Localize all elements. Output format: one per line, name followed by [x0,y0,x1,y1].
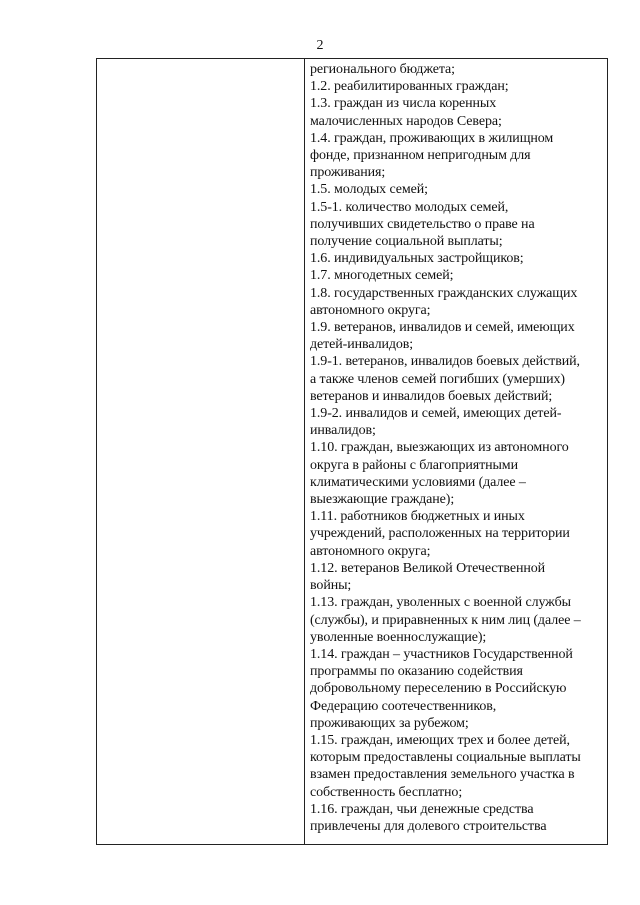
text-line: 1.11. работников бюджетных и иных [310,509,525,525]
text-line: автономного округа; [310,543,431,559]
text-line: 1.5-1. количество молодых семей, [310,199,509,215]
text-line: привлечены для долевого строительства [310,818,547,834]
text-line: учреждений, расположенных на территории [310,526,570,542]
text-line: автономного округа; [310,302,431,318]
text-line: 1.5. молодых семей; [310,182,428,198]
text-line: детей-инвалидов; [310,337,414,353]
text-line: инвалидов; [310,423,376,439]
text-line: 1.12. ветеранов Великой Отечественной [310,560,546,576]
text-line: 1.9-1. ветеранов, инвалидов боевых действий, [310,354,580,370]
text-line: 1.14. граждан – участников Государственной [310,646,573,662]
table-left-cell [97,59,305,844]
text-line: 1.3. граждан из числа коренных [310,96,497,112]
text-line: округа в районы с благоприятными [310,457,518,473]
text-line: 1.8. государственных гражданских служащих [310,285,578,301]
text-line: добровольному переселению в Российскую [310,681,567,697]
text-line: проживания; [310,165,386,181]
text-line: 1.10. граждан, выезжающих из автономного [310,440,569,456]
text-line: выезжающие граждане); [310,492,455,508]
text-line: 1.9-2. инвалидов и семей, имеющих детей- [310,406,562,422]
text-line: 1.9. ветеранов, инвалидов и семей, имеющих [310,320,575,336]
text-line: а также членов семей погибших (умерших) [310,371,565,387]
text-line: программы по оказанию содействия [310,664,523,680]
text-line: получивших свидетельство о праве на [310,216,535,232]
text-line: проживающих за рубежом; [310,715,469,731]
text-line: 1.15. граждан, имеющих трех и более детей, [310,732,570,748]
text-line: ветеранов и инвалидов боевых действий; [310,388,553,404]
text-line: получение социальной выплаты; [310,234,503,250]
page-number: 2 [316,38,324,53]
text-line: 1.4. граждан, проживающих в жилищном [310,130,554,146]
text-line: Федерацию соотечественников, [310,698,497,714]
text-line: собственность бесплатно; [310,784,463,800]
text-line: 1.16. граждан, чьи денежные средства [310,801,534,817]
text-line: войны; [310,578,352,594]
text-line: малочисленных народов Севера; [310,113,502,129]
text-line: 1.7. многодетных семей; [310,268,454,284]
text-line: которым предоставлены социальные выплаты [310,750,581,766]
text-line: взамен предоставления земельного участка в [310,767,575,783]
text-line: климатическими условиями (далее – [310,474,526,490]
text-line: регионального бюджета; [310,62,455,77]
text-line: 1.6. индивидуальных застройщиков; [310,251,524,267]
text-line: фонде, признанном непригодным для [310,148,531,164]
text-line: уволенные военнослужащие); [310,629,487,645]
table-right-cell [305,59,607,844]
text-line: (службы), и приравненных к ним лиц (далее – [310,612,581,628]
text-line: 1.2. реабилитированных граждан; [310,79,509,95]
text-line: 1.13. граждан, уволенных с военной службы [310,595,571,611]
document-table [96,58,608,845]
